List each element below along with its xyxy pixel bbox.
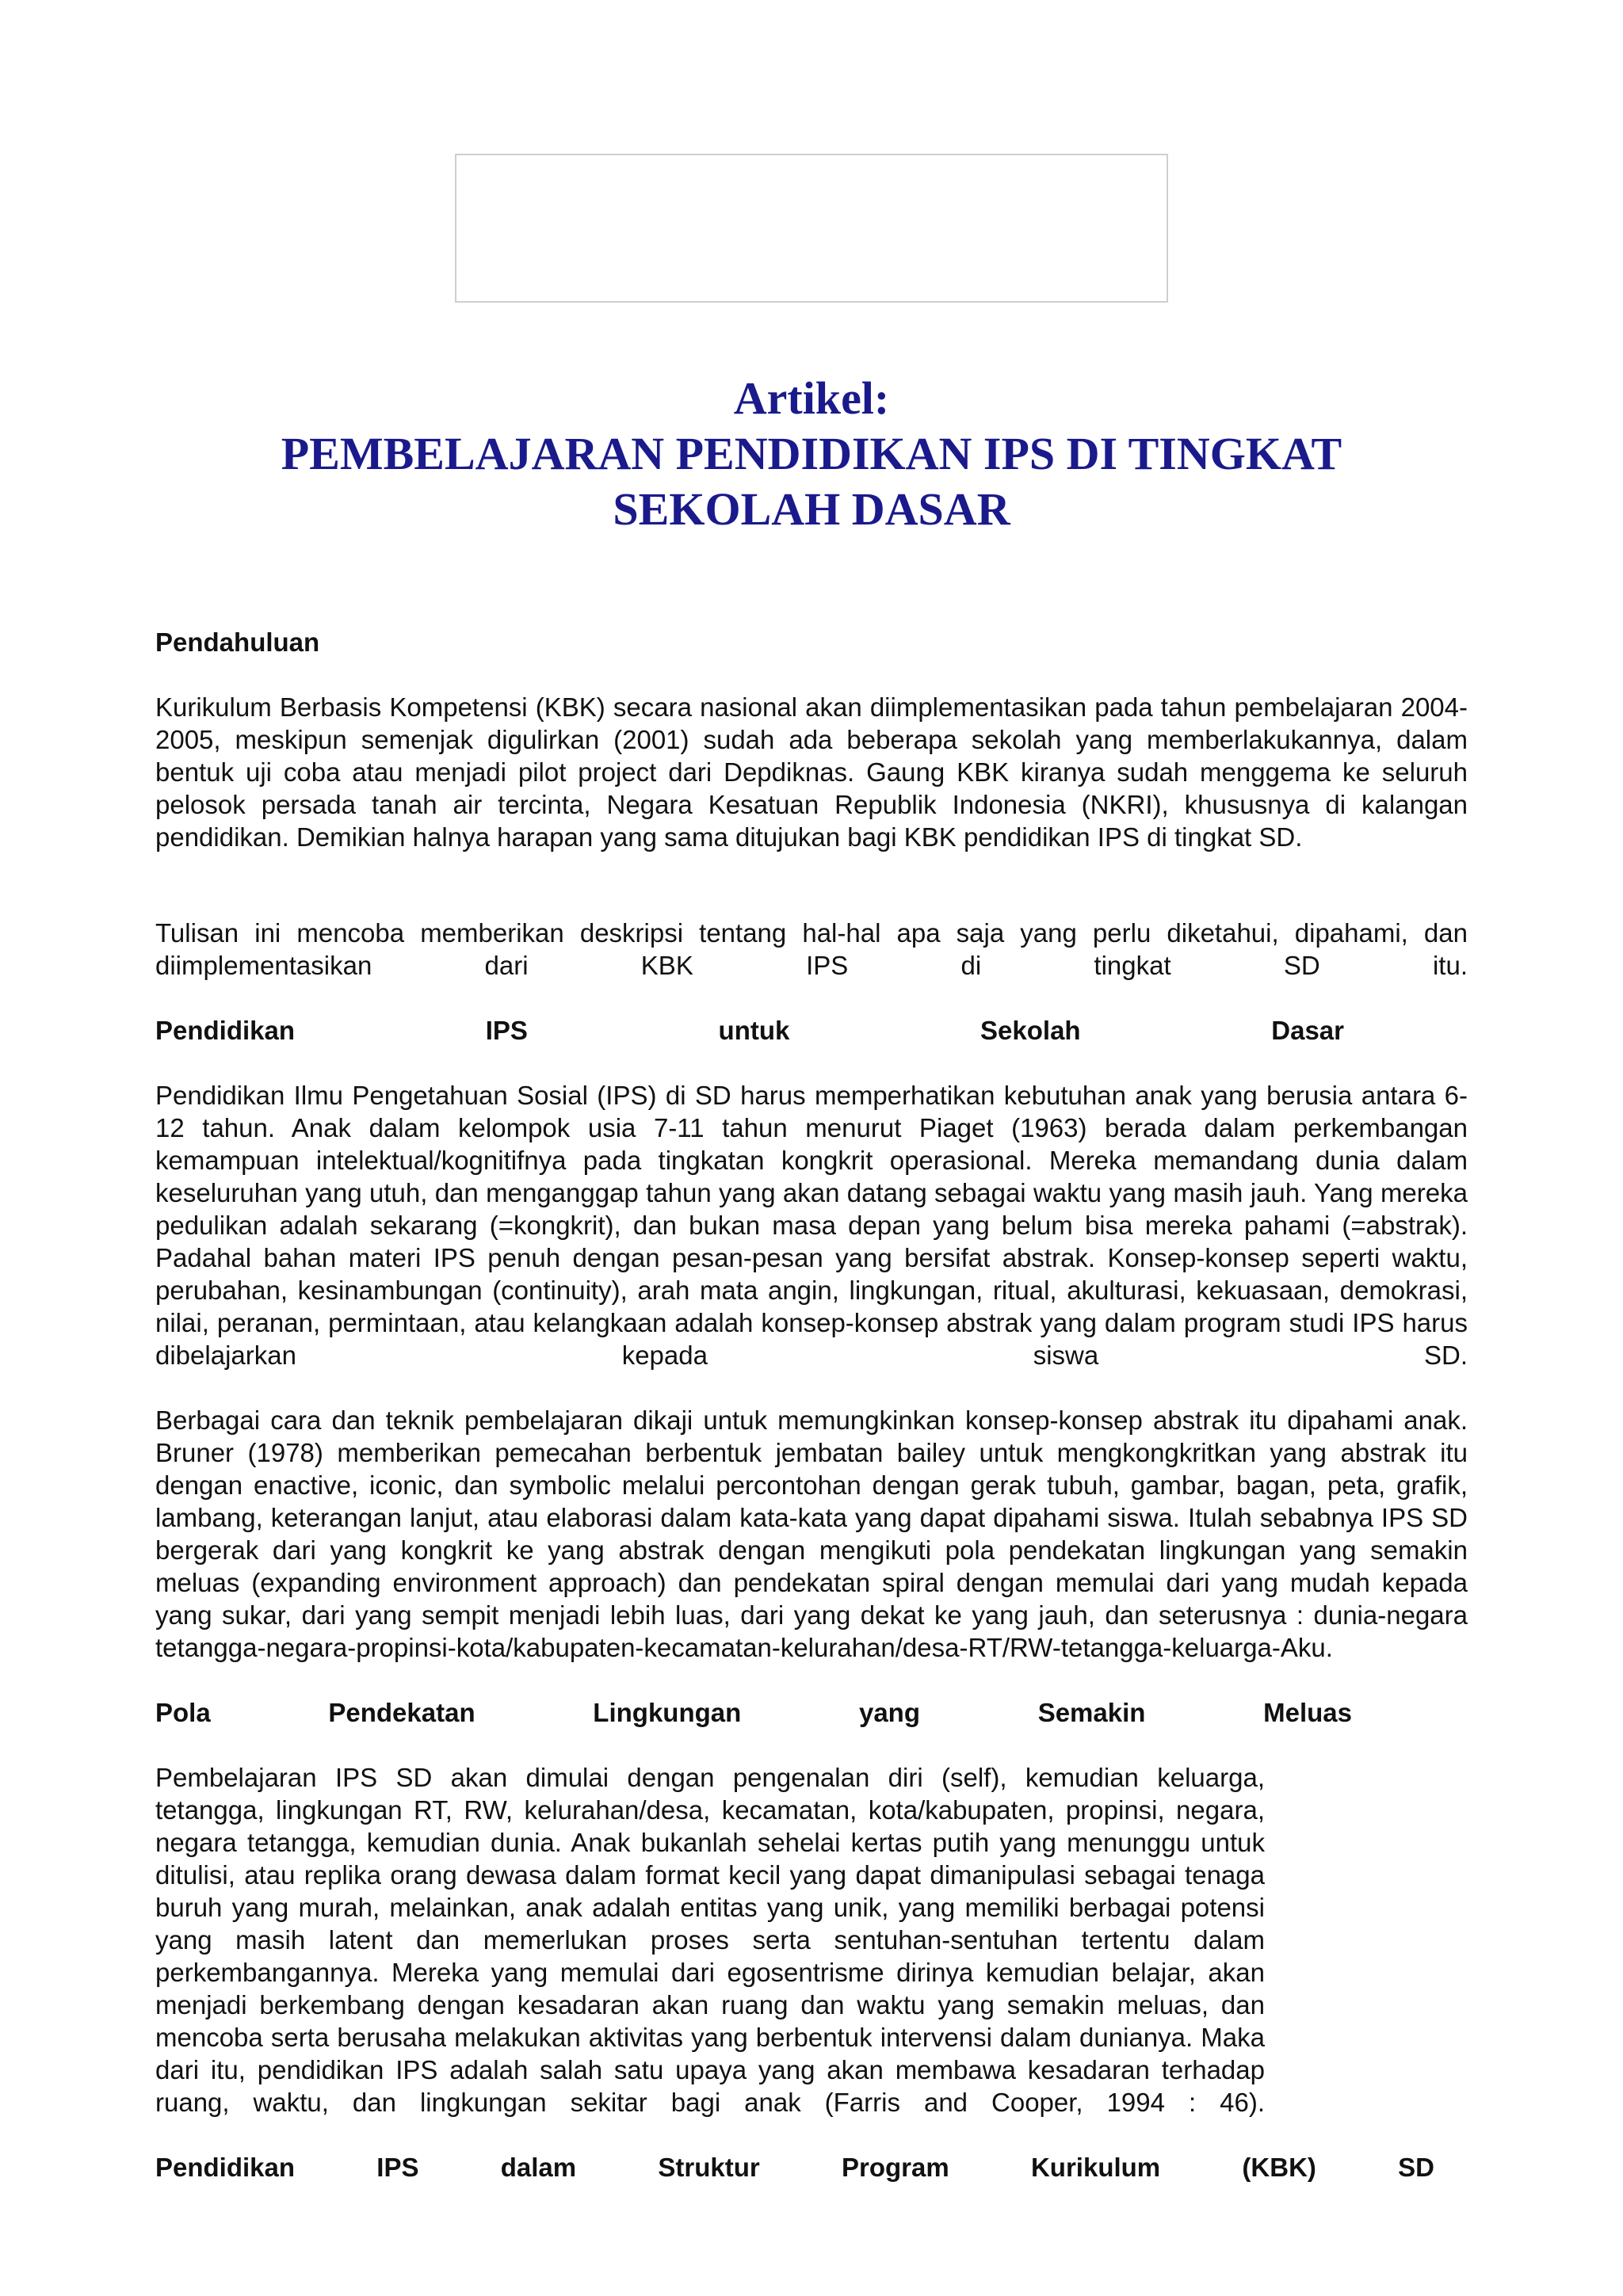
article-title [143, 371, 1480, 537]
section-heading-pendahuluan: Pendahuluan [155, 627, 320, 657]
section-heading-struktur: Pendidikan IPS dalam Struktur Program Kurikulum (KBK) SD [155, 2153, 1434, 2182]
paragraph: Pendidikan Ilmu Pengetahuan Sosial (IPS) di SD harus memperhatikan kebutuhan anak yang berusia antara 6-12 tahun. Anak dalam kelompok usia 7-11 tahun menurut Piaget (1963) berada dalam perkembangan kemampuan intelektual/kognitifnya pada tingkatan kongkrit operasional. Mereka memandang dunia dalam keseluruhan yang utuh, dan menganggap tahun yang akan datang sebagai waktu yang masih jauh. Yang mereka pedulikan adalah sekarang (=kongkrit), dan bukan masa depan yang belum bisa mereka pahami (=abstrak). Padahal bahan materi IPS penuh dengan pesan-pesan yang bersifat abstrak. Konsep-konsep seperti waktu, perubahan, kesinambungan (continuity), arah mata angin, lingkungan, ritual, akulturasi, kekuasaan, demokrasi, nilai, peranan, permintaan, atau kelangkaan adalah konsep-konsep abstrak yang dalam program studi IPS harus dibelajarkan kepada siswa SD. [155, 1081, 1468, 1370]
paragraph: Pembelajaran IPS SD akan dimulai dengan pengenalan diri (self), kemudian keluarga, tetangga, lingkungan RT, RW, kelurahan/desa, kecamatan, kota/kabupaten, propinsi, negara, negara tetangga, kemudian dunia. Anak bukanlah sehelai kertas putih yang menunggu untuk ditulisi, atau replika orang dewasa dalam format kecil yang dapat dimanipulasi sebagai tenaga buruh yang murah, melainkan, anak adalah entitas yang unik, yang memiliki berbagai potensi yang masih latent dan memerlukan proses serta sentuhan-sentuhan tertentu dalam perkembangannya. Mereka yang memulai dari egosentrisme dirinya kemudian belajar, akan menjadi berkembang dengan kesadaran akan ruang dan waktu yang semakin meluas, dan mencoba serta berusaha melakukan aktivitas yang berbentuk intervensi dalam dunianya. Maka dari itu, pendidikan IPS adalah salah satu upaya yang akan membawa kesadaran terhadap ruang, waktu, dan lingkungan sekitar bagi anak (Farris and Cooper, 1994 : 46). [155, 1763, 1265, 2117]
section-heading-ips-sd: Pendidikan IPS untuk Sekolah Dasar [155, 1016, 1344, 1045]
title-line-1: Artikel: [733, 372, 890, 424]
article-body [155, 626, 1468, 2183]
header-image-box [455, 154, 1168, 303]
section-heading-pola: Pola Pendekatan Lingkungan yang Semakin Meluas [155, 1698, 1352, 1727]
title-line-3: SEKOLAH DASAR [613, 483, 1010, 535]
paragraph: Kurikulum Berbasis Kompetensi (KBK) secara nasional akan diimplementasikan pada tahun pembelajaran 2004-2005, meskipun semenjak digulirkan (2001) sudah ada beberapa sekolah yang memberlakukannya, dalam bentuk uji coba atau menjadi pilot project dari Depdiknas. Gaung KBK kiranya sudah menggema ke seluruh pelosok persada tanah air tercinta, Negara Kesatuan Republik Indonesia (NKRI), khususnya di kalangan pendidikan. Demikian halnya harapan yang sama ditujukan bagi KBK pendidikan IPS di tingkat SD. [155, 692, 1468, 852]
paragraph: Berbagai cara dan teknik pembelajaran dikaji untuk memungkinkan konsep-konsep abstrak itu dipahami anak. Bruner (1978) memberikan pemecahan berbentuk jembatan bailey untuk mengkongkritkan yang abstrak itu dengan enactive, iconic, dan symbolic melalui percontohan dengan gerak tubuh, gambar, bagan, peta, grafik, lambang, keterangan lanjut, atau elaborasi dalam kata-kata yang dapat dipahami siswa. Itulah sebabnya IPS SD bergerak dari yang kongkrit ke yang abstrak dengan mengikuti pola pendekatan lingkungan yang semakin meluas (expanding environment approach) dan pendekatan spiral dengan memulai dari yang mudah kepada yang sukar, dari yang sempit menjadi lebih luas, dari yang dekat ke yang jauh, dan seterusnya : dunia-negara tetangga-negara-propinsi-kota/kabupaten-kecamatan-kelurahan/desa-RT/RW-tetangga-keluarga-Aku. [155, 1405, 1468, 1662]
title-line-2: PEMBELAJARAN PENDIDIKAN IPS DI TINGKAT [281, 428, 1342, 479]
paragraph: Tulisan ini mencoba memberikan deskripsi tentang hal-hal apa saja yang perlu diketahui, dipahami, dan diimplementasikan dari KBK IPS di tingkat SD itu. [155, 918, 1468, 980]
